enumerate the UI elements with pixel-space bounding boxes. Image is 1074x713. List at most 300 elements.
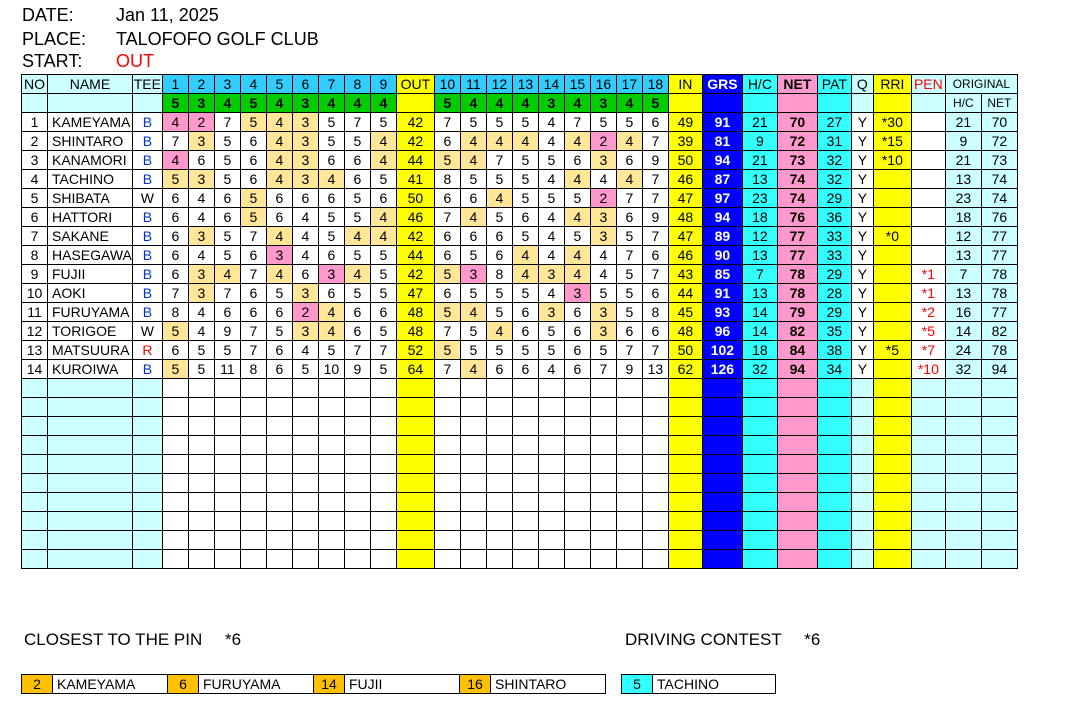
ctp-label: CLOSEST TO THE PIN <box>24 630 203 649</box>
empty-cell <box>873 379 911 398</box>
player-out: 42 <box>396 113 434 132</box>
col-in-header: IN <box>668 75 702 94</box>
empty-cell <box>668 550 702 569</box>
player-grs: 97 <box>702 189 742 208</box>
empty-cell <box>214 493 240 512</box>
player-orig-net: 94 <box>981 360 1017 379</box>
empty-cell <box>817 436 851 455</box>
empty-cell <box>460 474 486 493</box>
player-row <box>22 360 1018 379</box>
player-no: 3 <box>22 151 48 170</box>
ctp-prize: *6 <box>224 630 242 649</box>
hole-score: 3 <box>188 170 214 189</box>
col-q-header: Q <box>851 75 873 94</box>
hole-score: 5 <box>344 189 370 208</box>
player-orig-net: 82 <box>981 322 1017 341</box>
hole-score: 9 <box>616 360 642 379</box>
empty-cell <box>48 379 133 398</box>
player-net: 74 <box>777 189 817 208</box>
player-out: 42 <box>396 227 434 246</box>
player-tee: B <box>132 284 162 303</box>
hole-score: 4 <box>616 170 642 189</box>
empty-cell <box>817 398 851 417</box>
empty-cell <box>162 550 188 569</box>
hole-score: 5 <box>188 341 214 360</box>
empty-cell <box>702 550 742 569</box>
empty-cell <box>873 455 911 474</box>
empty-cell <box>266 398 292 417</box>
player-orig-hc: 32 <box>945 360 981 379</box>
empty-cell <box>22 417 48 436</box>
empty-cell <box>132 379 162 398</box>
player-name: KANAMORI <box>48 151 133 170</box>
dc-label: DRIVING CONTEST <box>625 630 782 649</box>
player-tee: B <box>132 151 162 170</box>
player-tee: B <box>132 360 162 379</box>
hole-score: 5 <box>616 227 642 246</box>
empty-cell <box>981 512 1017 531</box>
player-in: 50 <box>668 151 702 170</box>
empty-cell <box>590 512 616 531</box>
empty-cell <box>777 398 817 417</box>
empty-cell <box>434 474 460 493</box>
empty-cell <box>538 493 564 512</box>
dc-name: TACHINO <box>657 676 719 692</box>
empty-cell <box>945 531 981 550</box>
hole-score: 5 <box>486 170 512 189</box>
empty-cell <box>777 436 817 455</box>
empty-cell <box>777 379 817 398</box>
player-q: Y <box>851 322 873 341</box>
player-tee: B <box>132 113 162 132</box>
hole-score: 3 <box>590 227 616 246</box>
hole-score: 4 <box>214 265 240 284</box>
hole-score: 6 <box>460 227 486 246</box>
hole-score: 6 <box>162 227 188 246</box>
empty-cell <box>22 550 48 569</box>
empty-cell <box>240 398 266 417</box>
player-orig-hc: 13 <box>945 246 981 265</box>
player-orig-net: 74 <box>981 189 1017 208</box>
hole-score: 6 <box>240 151 266 170</box>
empty-cell <box>642 398 668 417</box>
empty-cell <box>48 398 133 417</box>
player-net: 74 <box>777 170 817 189</box>
par-cell: 5 <box>162 94 188 113</box>
hole-score: 7 <box>642 132 668 151</box>
player-q: Y <box>851 360 873 379</box>
par-pat <box>817 94 851 113</box>
player-rri <box>873 322 911 341</box>
empty-cell <box>616 455 642 474</box>
empty-cell <box>396 417 434 436</box>
player-name: MATSUURA <box>48 341 133 360</box>
empty-cell <box>642 379 668 398</box>
hole-score: 6 <box>344 151 370 170</box>
col-pen-header: PEN <box>911 75 945 94</box>
hole-score: 4 <box>370 227 396 246</box>
hole-score: 4 <box>538 132 564 151</box>
player-orig-hc: 24 <box>945 341 981 360</box>
player-orig-net: 78 <box>981 341 1017 360</box>
player-grs: 90 <box>702 246 742 265</box>
player-no: 14 <box>22 360 48 379</box>
empty-cell <box>132 436 162 455</box>
empty-cell <box>564 417 590 436</box>
empty-cell <box>460 379 486 398</box>
player-net: 78 <box>777 284 817 303</box>
empty-cell <box>873 531 911 550</box>
hole-score: 6 <box>486 360 512 379</box>
hole-score: 7 <box>240 227 266 246</box>
hole-score: 5 <box>460 341 486 360</box>
hole-score: 5 <box>512 189 538 208</box>
empty-cell <box>512 379 538 398</box>
empty-cell <box>642 493 668 512</box>
empty-cell <box>132 550 162 569</box>
empty-cell <box>945 398 981 417</box>
empty-cell <box>240 512 266 531</box>
hole-score: 7 <box>616 246 642 265</box>
par-in <box>668 94 702 113</box>
player-net: 78 <box>777 265 817 284</box>
hole-score: 5 <box>162 170 188 189</box>
hole-score: 3 <box>590 151 616 170</box>
empty-cell <box>742 398 777 417</box>
hole-score: 4 <box>266 265 292 284</box>
hole-score: 6 <box>564 303 590 322</box>
empty-cell <box>188 550 214 569</box>
player-row <box>22 113 1018 132</box>
empty-cell <box>564 493 590 512</box>
hole-score: 7 <box>344 341 370 360</box>
hole-score: 4 <box>616 132 642 151</box>
empty-cell <box>817 550 851 569</box>
player-name: SAKANE <box>48 227 133 246</box>
empty-cell <box>668 379 702 398</box>
player-name: KAMEYAMA <box>48 113 133 132</box>
empty-cell <box>396 436 434 455</box>
hole-header: 15 <box>564 75 590 94</box>
player-out: 42 <box>396 265 434 284</box>
player-in: 62 <box>668 360 702 379</box>
empty-cell <box>434 455 460 474</box>
hole-score: 5 <box>214 341 240 360</box>
hole-score: 4 <box>266 227 292 246</box>
hole-score: 5 <box>616 284 642 303</box>
hole-header: 11 <box>460 75 486 94</box>
empty-cell <box>48 455 133 474</box>
empty-cell <box>538 455 564 474</box>
hole-score: 5 <box>370 113 396 132</box>
hole-score: 5 <box>370 284 396 303</box>
player-name: KUROIWA <box>48 360 133 379</box>
hole-score: 4 <box>318 170 344 189</box>
hole-score: 4 <box>460 303 486 322</box>
empty-cell <box>344 417 370 436</box>
empty-cell <box>214 531 240 550</box>
empty-cell <box>742 550 777 569</box>
hole-score: 6 <box>512 208 538 227</box>
hole-score: 4 <box>292 246 318 265</box>
player-tee: B <box>132 132 162 151</box>
empty-cell <box>370 474 396 493</box>
empty-cell <box>486 417 512 436</box>
hole-score: 3 <box>460 265 486 284</box>
empty-cell <box>851 474 873 493</box>
hole-score: 6 <box>318 189 344 208</box>
hole-header: 12 <box>486 75 512 94</box>
hole-score: 4 <box>344 265 370 284</box>
player-in: 46 <box>668 246 702 265</box>
hole-score: 7 <box>616 341 642 360</box>
empty-cell <box>162 436 188 455</box>
hole-score: 4 <box>188 208 214 227</box>
hole-score: 6 <box>642 284 668 303</box>
empty-cell <box>702 455 742 474</box>
empty-cell <box>318 512 344 531</box>
player-q: Y <box>851 170 873 189</box>
hole-header: 17 <box>616 75 642 94</box>
empty-cell <box>642 531 668 550</box>
empty-cell <box>564 398 590 417</box>
hole-score: 7 <box>642 227 668 246</box>
player-grs: 94 <box>702 151 742 170</box>
empty-cell <box>132 474 162 493</box>
player-hc: 18 <box>742 341 777 360</box>
empty-cell <box>911 379 945 398</box>
par-cell: 3 <box>590 94 616 113</box>
empty-cell <box>434 417 460 436</box>
player-out: 42 <box>396 132 434 151</box>
player-pen <box>911 246 945 265</box>
player-row <box>22 151 1018 170</box>
player-orig-hc: 13 <box>945 284 981 303</box>
empty-cell <box>668 398 702 417</box>
empty-cell <box>318 531 344 550</box>
empty-cell <box>132 531 162 550</box>
empty-cell <box>642 512 668 531</box>
player-orig-net: 73 <box>981 151 1017 170</box>
player-grs: 96 <box>702 322 742 341</box>
empty-cell <box>911 474 945 493</box>
empty-cell <box>873 436 911 455</box>
empty-cell <box>668 474 702 493</box>
start-label: START: <box>22 51 83 71</box>
empty-cell <box>564 474 590 493</box>
empty-cell <box>460 512 486 531</box>
empty-cell <box>266 531 292 550</box>
empty-cell <box>396 493 434 512</box>
hole-score: 6 <box>162 189 188 208</box>
empty-cell <box>434 436 460 455</box>
empty-cell <box>188 379 214 398</box>
hole-score: 6 <box>266 189 292 208</box>
empty-cell <box>486 531 512 550</box>
col-no-header: NO <box>22 75 48 94</box>
hole-score: 3 <box>590 322 616 341</box>
empty-cell <box>945 512 981 531</box>
hole-score: 6 <box>162 208 188 227</box>
player-q: Y <box>851 341 873 360</box>
empty-cell <box>318 398 344 417</box>
player-grs: 87 <box>702 170 742 189</box>
hole-score: 5 <box>370 322 396 341</box>
hole-score: 4 <box>292 227 318 246</box>
player-hc: 7 <box>742 265 777 284</box>
hole-score: 11 <box>214 360 240 379</box>
hole-score: 4 <box>460 360 486 379</box>
hole-score: 4 <box>266 170 292 189</box>
hole-score: 6 <box>214 208 240 227</box>
hole-score: 3 <box>292 322 318 341</box>
player-pat: 32 <box>817 170 851 189</box>
empty-cell <box>292 417 318 436</box>
empty-cell <box>240 417 266 436</box>
empty-cell <box>777 550 817 569</box>
hole-score: 3 <box>292 284 318 303</box>
hole-score: 5 <box>512 151 538 170</box>
hole-score: 5 <box>512 284 538 303</box>
hole-score: 3 <box>188 227 214 246</box>
hole-score: 5 <box>538 151 564 170</box>
empty-cell <box>945 417 981 436</box>
empty-cell <box>873 512 911 531</box>
empty-cell <box>188 493 214 512</box>
empty-cell <box>240 436 266 455</box>
player-pat: 28 <box>817 284 851 303</box>
par-out <box>396 94 434 113</box>
hole-score: 5 <box>162 322 188 341</box>
hole-score: 6 <box>266 360 292 379</box>
empty-cell <box>616 417 642 436</box>
empty-cell <box>460 398 486 417</box>
empty-cell <box>538 398 564 417</box>
player-row <box>22 322 1018 341</box>
empty-cell <box>162 493 188 512</box>
hole-score: 7 <box>642 265 668 284</box>
empty-cell <box>702 474 742 493</box>
player-out: 44 <box>396 246 434 265</box>
empty-cell <box>370 417 396 436</box>
hole-score: 10 <box>318 360 344 379</box>
player-hc: 32 <box>742 360 777 379</box>
empty-cell <box>668 436 702 455</box>
hole-score: 5 <box>318 132 344 151</box>
empty-cell <box>486 550 512 569</box>
hole-score: 7 <box>642 170 668 189</box>
player-orig-hc: 9 <box>945 132 981 151</box>
player-hc: 14 <box>742 322 777 341</box>
empty-cell <box>945 455 981 474</box>
hole-score: 5 <box>512 341 538 360</box>
empty-cell <box>911 417 945 436</box>
player-orig-net: 72 <box>981 132 1017 151</box>
empty-cell <box>370 455 396 474</box>
player-row <box>22 170 1018 189</box>
player-no: 2 <box>22 132 48 151</box>
player-in: 46 <box>668 170 702 189</box>
par-row <box>22 94 1018 113</box>
empty-cell <box>981 474 1017 493</box>
empty-cell <box>590 379 616 398</box>
player-grs: 93 <box>702 303 742 322</box>
hole-score: 4 <box>538 208 564 227</box>
empty-cell <box>817 512 851 531</box>
empty-cell <box>292 436 318 455</box>
player-pen <box>911 113 945 132</box>
hole-score: 5 <box>214 227 240 246</box>
hole-score: 4 <box>590 265 616 284</box>
hole-score: 8 <box>240 360 266 379</box>
hole-score: 4 <box>266 132 292 151</box>
player-orig-net: 77 <box>981 303 1017 322</box>
player-pen <box>911 189 945 208</box>
player-name: TACHINO <box>48 170 133 189</box>
player-orig-hc: 7 <box>945 265 981 284</box>
empty-cell <box>318 474 344 493</box>
empty-cell <box>911 531 945 550</box>
empty-cell <box>668 455 702 474</box>
hole-score: 5 <box>370 265 396 284</box>
empty-cell <box>214 417 240 436</box>
empty-cell <box>318 493 344 512</box>
hole-score: 5 <box>434 265 460 284</box>
player-grs: 94 <box>702 208 742 227</box>
player-tee: B <box>132 303 162 322</box>
player-net: 82 <box>777 322 817 341</box>
empty-cell <box>817 493 851 512</box>
hole-score: 4 <box>486 322 512 341</box>
player-rri: *10 <box>873 151 911 170</box>
empty-row <box>22 455 1018 474</box>
ctp-hole: 14 <box>314 675 345 693</box>
place-label: PLACE: <box>22 29 87 49</box>
player-row <box>22 132 1018 151</box>
empty-cell <box>162 379 188 398</box>
empty-cell <box>702 379 742 398</box>
empty-cell <box>344 436 370 455</box>
player-rri <box>873 208 911 227</box>
player-name: TORIGOE <box>48 322 133 341</box>
ctp-name: FUJII <box>345 675 460 693</box>
empty-cell <box>318 436 344 455</box>
ctp-hole: 6 <box>168 675 199 693</box>
hole-score: 7 <box>434 113 460 132</box>
empty-cell <box>616 379 642 398</box>
player-rri: *15 <box>873 132 911 151</box>
empty-cell <box>266 512 292 531</box>
hole-score: 6 <box>434 227 460 246</box>
empty-cell <box>945 474 981 493</box>
hole-score: 4 <box>188 189 214 208</box>
hole-score: 4 <box>188 246 214 265</box>
hole-score: 6 <box>240 284 266 303</box>
empty-cell <box>564 379 590 398</box>
empty-cell <box>396 379 434 398</box>
hole-score: 6 <box>616 151 642 170</box>
hole-score: 4 <box>266 113 292 132</box>
empty-cell <box>590 436 616 455</box>
empty-cell <box>370 493 396 512</box>
empty-cell <box>460 550 486 569</box>
empty-cell <box>981 493 1017 512</box>
player-q: Y <box>851 265 873 284</box>
hole-score: 4 <box>370 151 396 170</box>
hole-score: 6 <box>434 189 460 208</box>
empty-cell <box>777 493 817 512</box>
empty-cell <box>370 550 396 569</box>
